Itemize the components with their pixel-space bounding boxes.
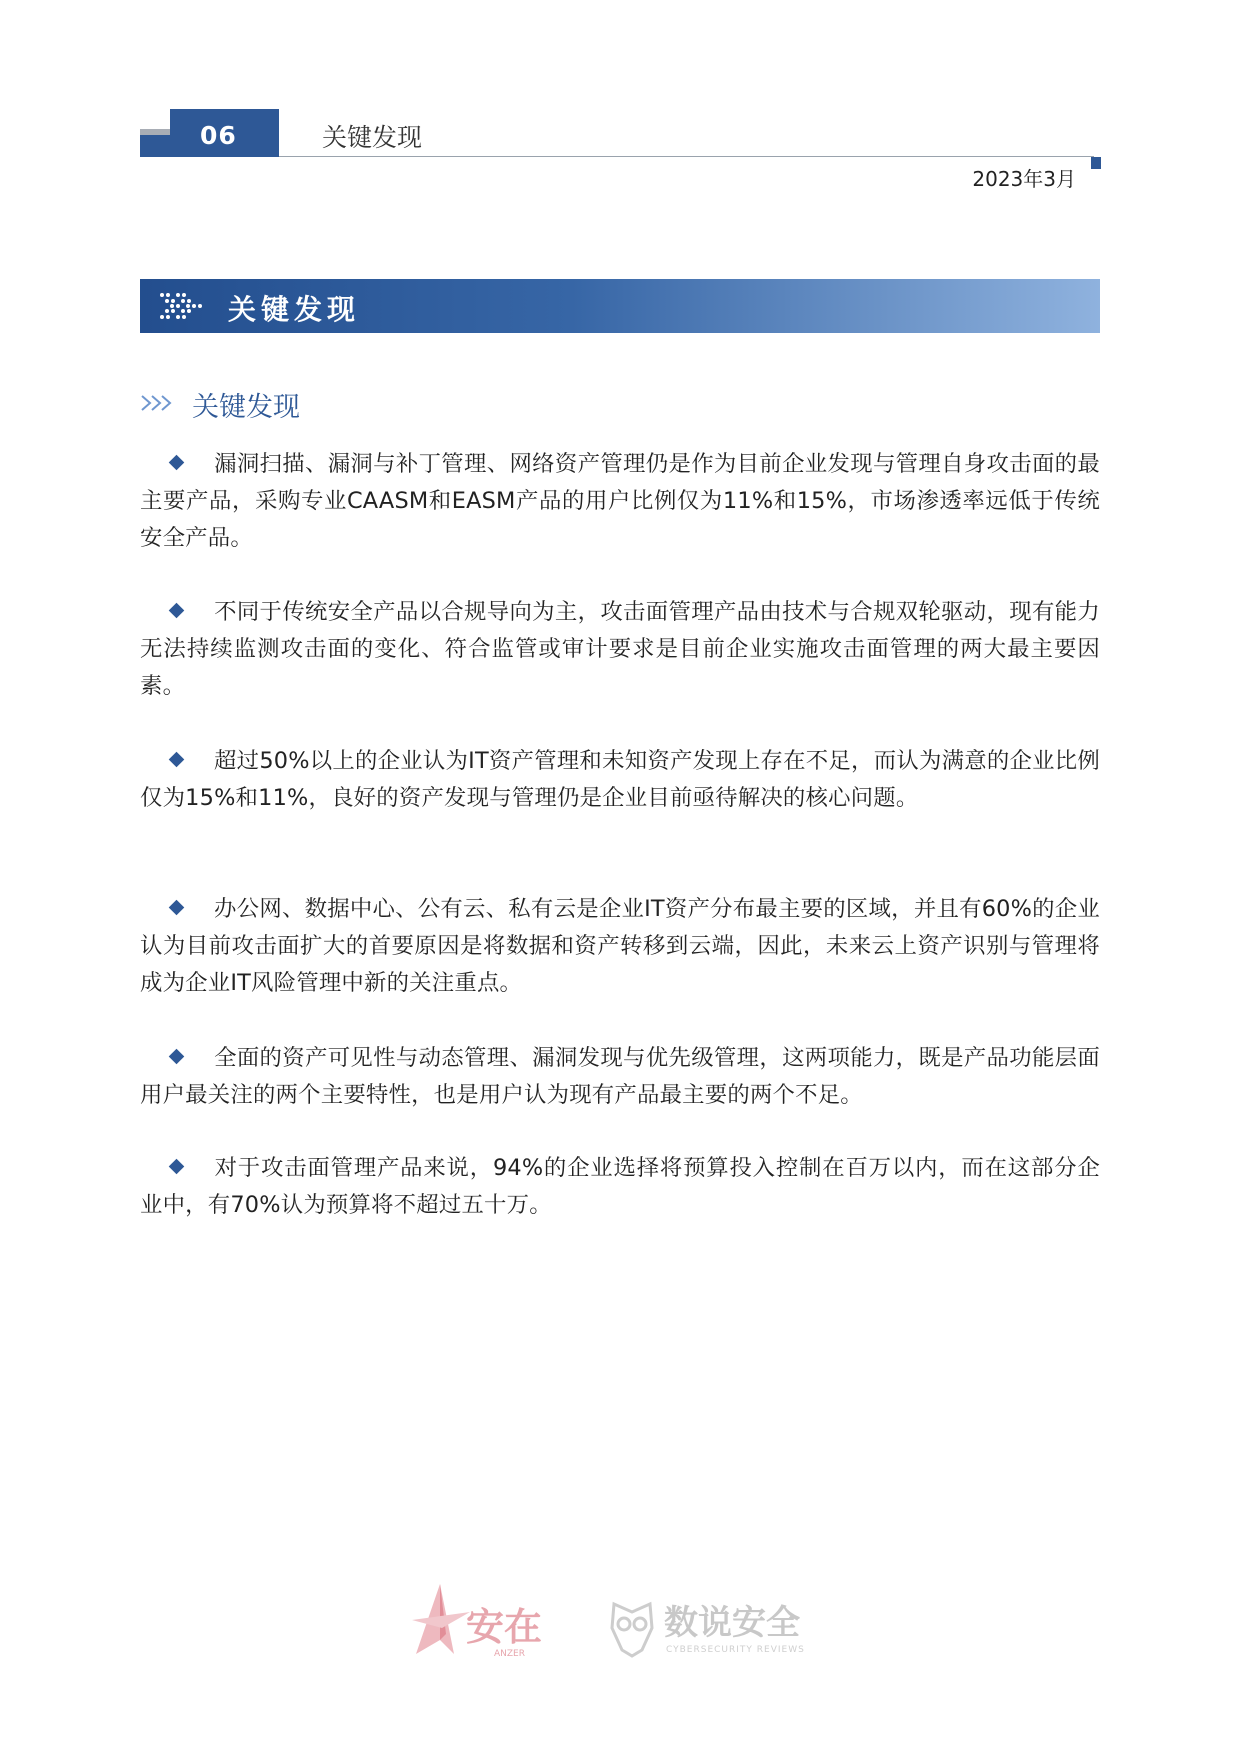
banner-title: 关键发现 — [228, 293, 361, 326]
header-date: 2023年3月 — [972, 167, 1076, 191]
finding-item — [140, 594, 1100, 705]
finding-item — [140, 1150, 1100, 1224]
finding-text: 不同于传统安全产品以合规导向为主，攻击面管理产品由技术与合规双轮驱动，现有能力无法持续监测攻击面的变化、符合监管或审计要求是目前企业实施攻击面管理的两大最主要因素。 — [140, 599, 1100, 699]
shuoshuo-logo-subtext: CYBERSECURITY REVIEWS — [666, 1645, 805, 1655]
finding-text: 办公网、数据中心、公有云、私有云是企业IT资产分布最主要的区域，并且有60%的企业认为目前攻击面扩大的首要原因是将数据和资产转移到云端，因此，未来云上资产识别与管理将成为企业IT风险管理中新的关注重点。 — [140, 896, 1100, 996]
finding-text: 漏洞扫描、漏洞与补丁管理、网络资产管理仍是作为目前企业发现与管理自身攻击面的最主要产品，采购专业CAASM和EASM产品的用户比例仅为11%和15%，市场渗透率远低于传统安全产品。 — [140, 451, 1100, 551]
finding-text: 对于攻击面管理产品来说，94%的企业选择将预算投入控制在百万以内，而在这部分企业中，有70%认为预算将不超过五十万。 — [140, 1155, 1100, 1218]
section-banner — [140, 279, 1100, 333]
header-marker — [1091, 157, 1101, 169]
diamond-bullet-icon — [169, 603, 185, 619]
header-title: 关键发现 — [322, 123, 423, 152]
header-divider — [279, 156, 1094, 157]
finding-item — [140, 1040, 1100, 1114]
anzer-logo-text: 安在 — [466, 1605, 543, 1649]
dotted-arrows-icon — [158, 291, 208, 321]
finding-item — [140, 743, 1100, 817]
finding-item — [140, 891, 1100, 1002]
diamond-bullet-icon — [169, 455, 185, 471]
shuoshuo-logo-text: 数说安全 — [664, 1603, 800, 1643]
anzer-logo-subtext: ANZER — [494, 1649, 525, 1659]
chevrons-icon — [140, 393, 178, 413]
page-number: 06 — [200, 121, 237, 150]
finding-item — [140, 446, 1100, 557]
shuoshuo-anquan-logo — [608, 1598, 838, 1660]
finding-text: 超过50%以上的企业认为IT资产管理和未知资产发现上存在不足，而认为满意的企业比例仅为15%和11%，良好的资产发现与管理仍是企业目前亟待解决的核心问题。 — [140, 748, 1100, 811]
diamond-bullet-icon — [169, 1159, 185, 1175]
diamond-bullet-icon — [169, 900, 185, 916]
diamond-bullet-icon — [169, 752, 185, 768]
diamond-bullet-icon — [169, 1049, 185, 1065]
finding-text: 全面的资产可见性与动态管理、漏洞发现与优先级管理，这两项能力，既是产品功能层面用户最关注的两个主要特性，也是用户认为现有产品最主要的两个不足。 — [140, 1045, 1100, 1108]
subheading: 关键发现 — [192, 392, 300, 423]
anzer-logo — [410, 1582, 560, 1664]
